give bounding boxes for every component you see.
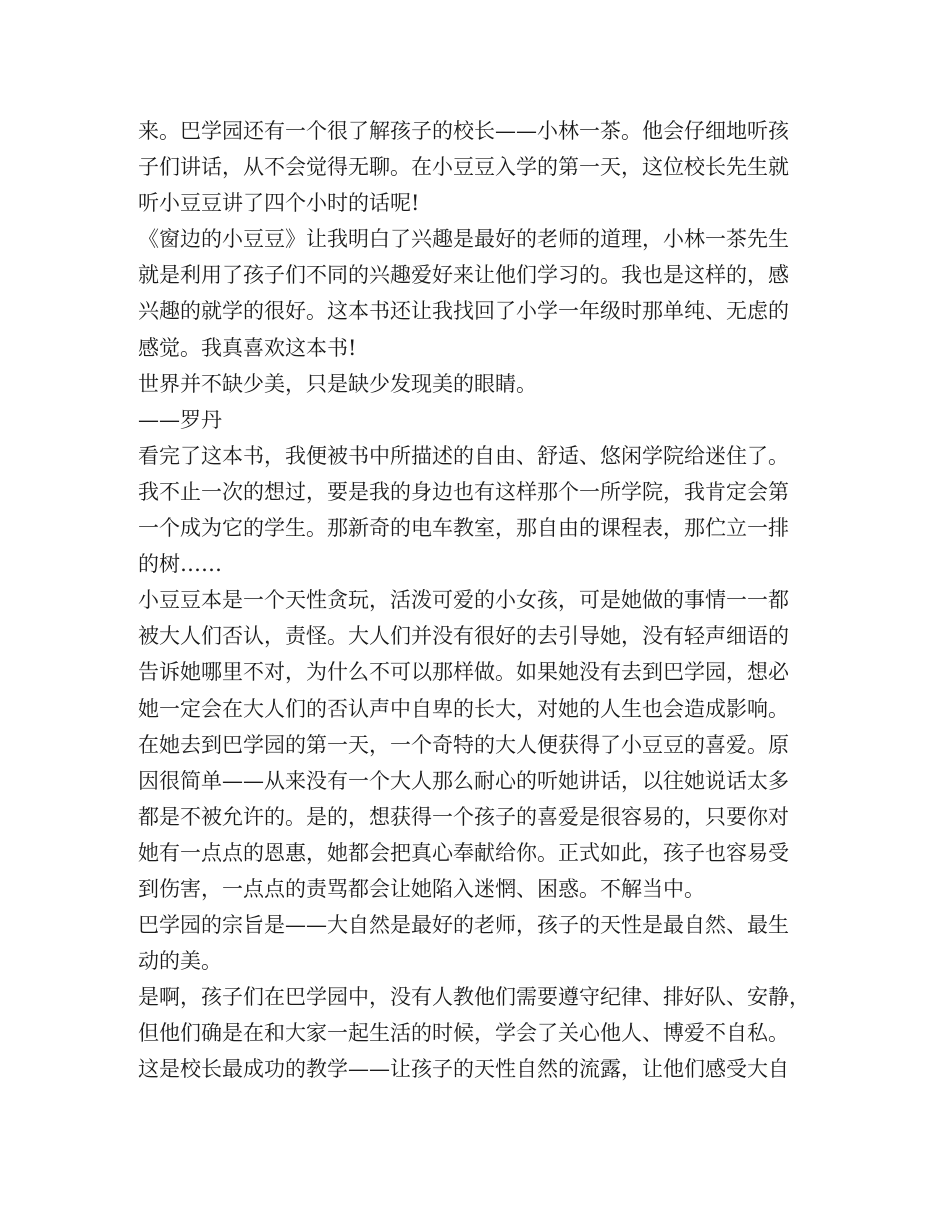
text-line: 世界并不缺少美，只是缺少发现美的眼睛。 <box>138 371 537 396</box>
text-line: 一个成为它的学生。那新奇的电车教室，那自由的课程表，那伫立一排 <box>138 516 789 541</box>
text-line: 看完了这本书，我便被书中所描述的自由、舒适、悠闲学院给迷住了。 <box>138 443 789 468</box>
text-line: 到伤害，一点点的责骂都会让她陷入迷惘、困惑。不解当中。 <box>138 876 705 901</box>
text-line: 在她去到巴学园的第一天，一个奇特的大人便获得了小豆豆的喜爱。原 <box>138 732 789 757</box>
text-line: 被大人们否认，责怪。大人们并没有很好的去引导她，没有轻声细语的 <box>138 624 789 649</box>
text-line: 我不止一次的想过，要是我的身边也有这样那个一所学院，我肯定会第 <box>138 479 789 504</box>
text-line: 是啊，孩子们在巴学园中，没有人教他们需要遵守纪律、排好队、安静， <box>138 985 810 1010</box>
text-line: 她一定会在大人们的否认声中自卑的长大，对她的人生也会造成影响。 <box>138 696 789 721</box>
text-line: 感觉。我真喜欢这本书! <box>138 335 357 360</box>
text-line: 这是校长最成功的教学——让孩子的天性自然的流露，让他们感受大自 <box>138 1057 789 1082</box>
document-body <box>138 113 818 1088</box>
text-line: 听小豆豆讲了四个小时的话呢! <box>138 191 420 216</box>
text-line: ——罗丹 <box>138 407 222 432</box>
text-line: 兴趣的就学的很好。这本书还让我找回了小学一年级时那单纯、无虑的 <box>138 299 789 324</box>
text-line: 来。巴学园还有一个很了解孩子的校长——小林一茶。他会仔细地听孩 <box>138 119 789 143</box>
text-line: 的树…… <box>138 552 222 577</box>
text-line: 巴学园的宗旨是——大自然是最好的老师，孩子的天性是最自然、最生 <box>138 913 789 938</box>
text-line: 动的美。 <box>138 949 222 974</box>
text-line: 小豆豆本是一个天性贪玩，活泼可爱的小女孩，可是她做的事情一一都 <box>138 588 789 613</box>
text-line: 她有一点点的恩惠，她都会把真心奉献给你。正式如此，孩子也容易受 <box>138 840 789 865</box>
text-line: 告诉她哪里不对，为什么不可以那样做。如果她没有去到巴学园，想必 <box>138 660 789 685</box>
text-line: 《窗边的小豆豆》让我明白了兴趣是最好的老师的道理，小林一茶先生 <box>138 227 789 252</box>
text-line: 因很简单——从来没有一个大人那么耐心的听她讲话，以往她说话太多 <box>138 768 789 793</box>
text-line: 但他们确是在和大家一起生活的时候，学会了关心他人、博爱不自私。 <box>138 1021 789 1046</box>
text-line: 就是利用了孩子们不同的兴趣爱好来让他们学习的。我也是这样的，感 <box>138 263 789 288</box>
text-line: 都是不被允许的。是的，想获得一个孩子的喜爱是很容易的，只要你对 <box>138 804 789 829</box>
text-line: 子们讲话，从不会觉得无聊。在小豆豆入学的第一天，这位校长先生就 <box>138 155 789 180</box>
